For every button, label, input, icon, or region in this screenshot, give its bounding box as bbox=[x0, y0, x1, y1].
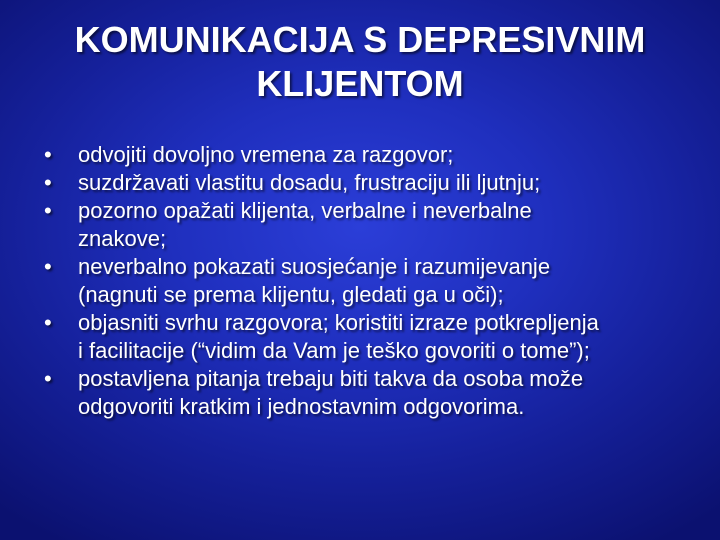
bullet-dot-icon: • bbox=[44, 142, 52, 167]
bullet-text-line: odvojiti dovoljno vremena za razgovor; bbox=[78, 142, 454, 167]
bullet-dot-icon: • bbox=[44, 310, 52, 335]
bullet-item bbox=[44, 365, 704, 421]
bullet-dot-icon: • bbox=[44, 198, 52, 223]
bullet-text-line: neverbalno pokazati suosjećanje i razumijevanje bbox=[78, 254, 551, 279]
bullet-text-line: odgovoriti kratkim i jednostavnim odgovorima. bbox=[78, 394, 525, 419]
slide-title-line-2: KLIJENTOM bbox=[256, 63, 464, 104]
bullet-text-line: znakove; bbox=[78, 226, 167, 251]
bullet-dot-icon: • bbox=[44, 170, 52, 195]
bullet-dot-icon: • bbox=[44, 366, 52, 391]
bullet-list bbox=[44, 141, 704, 421]
bullet-item bbox=[44, 141, 704, 169]
bullet-text-line: i facilitacije (“vidim da Vam je teško govoriti o tome”); bbox=[78, 338, 590, 363]
bullet-item bbox=[44, 253, 704, 309]
bullet-text-line: (nagnuti se prema klijentu, gledati ga u oči); bbox=[78, 282, 504, 307]
bullet-text-line: pozorno opažati klijenta, verbalne i neverbalne bbox=[78, 198, 532, 223]
bullet-text-line: objasniti svrhu razgovora; koristiti izraze potkrepljenja bbox=[78, 310, 599, 335]
bullet-text-line: suzdržavati vlastitu dosadu, frustraciju ili ljutnju; bbox=[78, 170, 541, 195]
slide-title-line-1: KOMUNIKACIJA S DEPRESIVNIM bbox=[74, 19, 646, 60]
bullet-item bbox=[44, 169, 704, 197]
slide-title bbox=[0, 18, 720, 106]
bullet-text-line: postavljena pitanja trebaju biti takva da osoba može bbox=[78, 366, 584, 391]
bullet-item bbox=[44, 309, 704, 365]
bullet-dot-icon: • bbox=[44, 254, 52, 279]
bullet-item bbox=[44, 197, 704, 253]
